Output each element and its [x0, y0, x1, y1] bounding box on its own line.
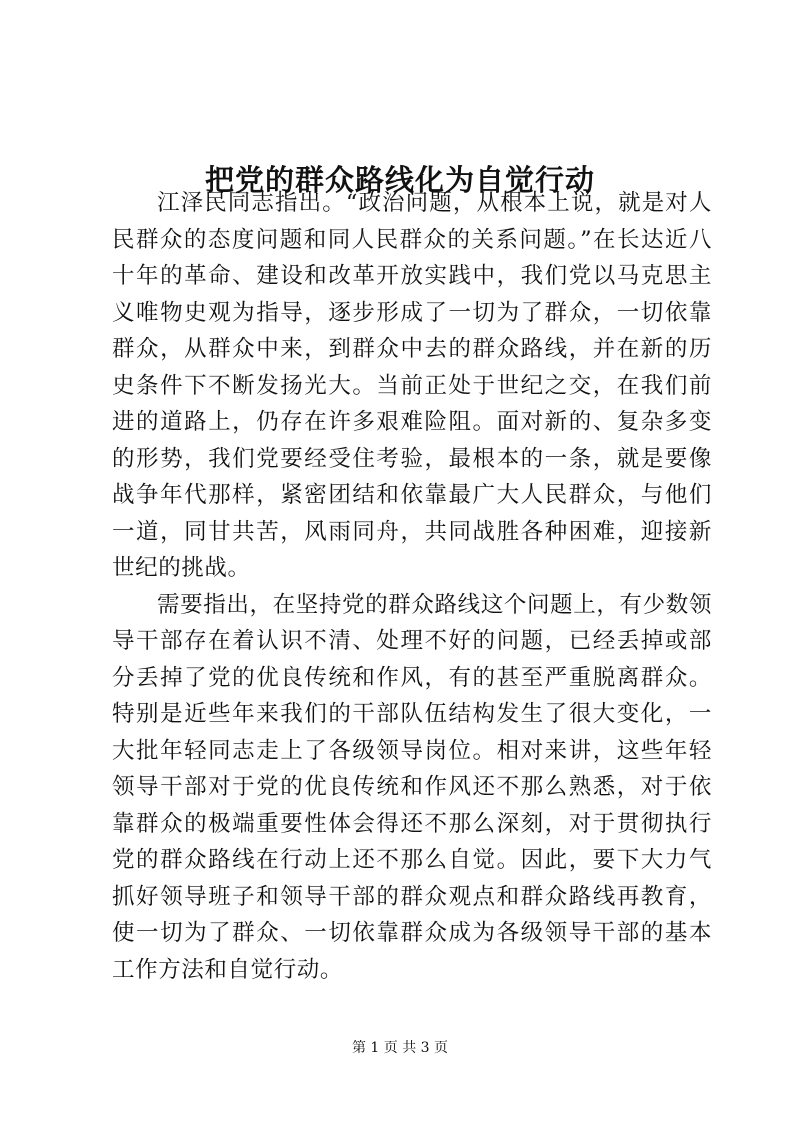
paragraph-1: 江泽民同志指出。“政治问题，从根本上说，就是对人民群众的态度问题和同人民群众的关系问题。”在长达近八十年的革命、建设和改革开放实践中，我们党以马克思主义唯物史观为指导，逐步形成了一切为了群众，一切依靠群众，从群众中来，到群众中去的群众路线，并在新的历史条件下不断发扬光大。当前正处于世纪之交，在我们前进的道路上，仍存在许多艰难险阻。面对新的、复杂多变的形势，我们党要经受住考验，最根本的一条，就是要像战争年代那样，紧密团结和依靠最广大人民群众，与他们一道，同甘共苦，风雨同舟，共同战胜各种困难，迎接新世纪的挑战。 [112, 190, 712, 581]
page-footer: 第 1 页 共 3 页 [351, 1040, 449, 1056]
document-title: 把党的群众路线化为自觉行动 [204, 163, 595, 198]
document-body [112, 185, 712, 988]
paragraph-2: 需要指出，在坚持党的群众路线这个问题上，有少数领导干部存在着认识不清、处理不好的问题，已经丢掉或部分丢掉了党的优良传统和作风，有的甚至严重脱离群众。特别是近些年来我们的干部队伍结构发生了很大变化，一大批年轻同志走上了各级领导岗位。相对来讲，这些年轻领导干部对于党的优良传统和作风还不那么熟悉，对于依靠群众的极端重要性体会得还不那么深刻，对于贯彻执行党的群众路线在行动上还不那么自觉。因此，要下大力气抓好领导班子和领导干部的群众观点和群众路线再教育，使一切为了群众、一切依靠群众成为各级领导干部的基本工作方法和自觉行动。 [112, 591, 712, 983]
